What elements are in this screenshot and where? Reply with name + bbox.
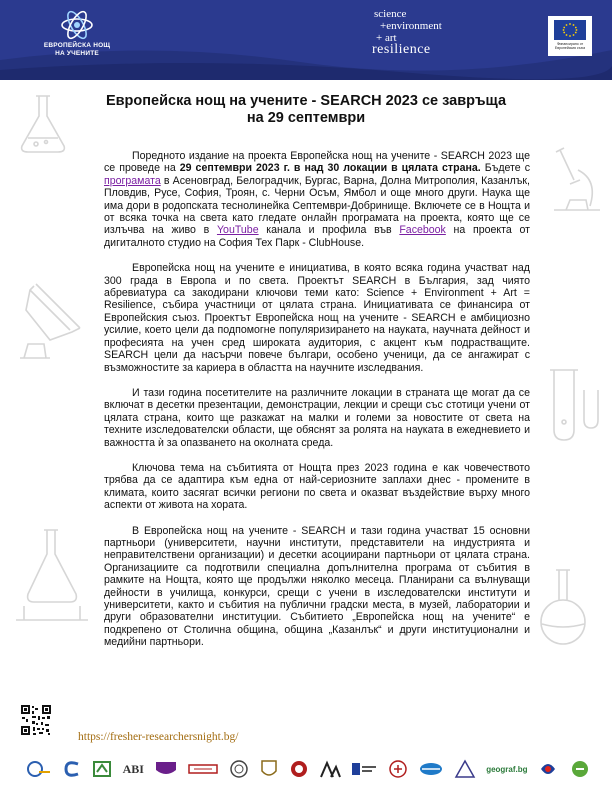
p1-text-3: в Асеновград, Белоградчик, Бургас, Варна, Долна Митрополия, Казанлък, Пловдив, Русе, София, Троян, с. Черни Осъм, Ямбол и още много други. Наука ще има дори в родопската теснолинейка Септември-Добринище. Включете се в Нощта и от всяка точка на света като гледате онлайн програмата на проекта, която ще се излъчва на живо в — [104, 174, 530, 237]
partner-1-icon — [26, 760, 52, 778]
eu-funding-text: Финансирано от Европейския съюз — [554, 42, 586, 50]
microscope-sketch-icon — [540, 140, 610, 220]
partner-7-icon — [229, 759, 249, 779]
paragraph-2: Европейска нощ на учените е инициатива, в която всяка година участват над 300 града в Европа и по света. Проектът SEARCH в България, зад чиято абревиатура са закодирани ключови теми като: Science + Environment + Art = Resilience, събира участници от цялата страна. Инициативата се финансира от Европейския съюз. Проектът Европейска нощ на учените - SEARCH е амбициозно усилие, което цели да подпомогне популяризирането на науката, научната дейност и професията на учен сред широката аудитория, с акцент към подрастващите. SEARCH цели да насърчи повече българи, особено ученици, да се ангажират с възможностите за кариера в областта на научните изследвания. — [104, 262, 530, 374]
partner-logos — [26, 754, 592, 784]
partner-5-icon — [154, 760, 178, 778]
website-url[interactable]: https://fresher-researchersnight.bg/ — [78, 731, 239, 743]
article-body — [104, 150, 530, 662]
atom-icon — [59, 8, 95, 42]
logo-line1: ЕВРОПЕЙСКА НОЩ — [43, 42, 111, 49]
p1-text-1: Поредното издание на проекта Европейска нощ на учените - SEARCH 2023 ще се проведе на — [104, 150, 530, 175]
slogan-resilience: resilience — [372, 42, 431, 57]
partner-11-icon — [351, 760, 377, 778]
paragraph-3: И тази година посетителите на различните локации в страната ще могат да се включат в десетки презентации, демонстрации, лекции и срещи със стотици учени от цялата страна, които ще разкажат на малки и големи за новостите от света на техните изследователски области, ще обяснят за ролята на науката в ежедневието и важността ѝ за опазването на околната среда. — [104, 386, 530, 449]
page-title — [80, 93, 532, 127]
paragraph-4: Ключова тема на събитията от Нощта през 2023 година е как човечеството трябва да се адаптира към една от най-сериозните заплахи днес - промените в климата, които засягат всички региони по света и оказват въздействие върху много аспекти от живота на хората. — [104, 461, 530, 512]
partner-13-icon — [418, 760, 444, 778]
partner-logo-3 — [92, 758, 112, 780]
qr-code[interactable] — [20, 704, 52, 736]
slogan-environment: +environment — [380, 20, 442, 32]
partner-abi-text: ABI — [122, 761, 144, 776]
p1-bold: 29 септември 2023 г. в над 30 локации в цялата страна. — [179, 162, 481, 175]
partner-logo-1 — [26, 758, 52, 780]
eu-flag-icon — [554, 20, 586, 40]
program-link[interactable]: програмата — [104, 174, 161, 187]
eu-stars-icon — [554, 20, 586, 40]
slogan-science: science — [374, 8, 407, 20]
title-line2: на 29 септември — [246, 110, 366, 126]
partner-logo-5 — [154, 758, 178, 780]
paragraph-1 — [104, 150, 530, 249]
partner-logo-9 — [289, 758, 309, 780]
partner-17-icon — [568, 759, 592, 779]
p1-text-2: Бъдете с — [480, 162, 530, 175]
partner-3-icon — [92, 760, 112, 778]
partner-9-icon — [289, 759, 309, 779]
partner-logo-2 — [62, 758, 82, 780]
p1-text-4: канала и профила във — [258, 224, 400, 237]
partner-2-icon — [62, 760, 82, 778]
beaker-sketch-icon — [10, 270, 100, 370]
paragraph-5: В Европейска нощ на учените - SEARCH и тази година участват 15 основни партньори (университети, научни институти, представители на индустрията и неправителствени организации) и десетки асоциирани партньори от цялата страна. Организациите са подготвили специална допълнителна програма от събития в рамките на Нощта, която ще продължи няколко месеца. Планирани са вълнуващи дейности в училища, конкурси, срещи с учени в изследователски институти и университети, както и събития на публични градски места, в музей, лаборатории и други образователни институции. Събитието „Европейска нощ на учените“ е подкрепено от Столична община, община „Казанлък“ и други институционални и медийни партньори. — [104, 524, 530, 649]
partner-8-icon — [260, 759, 278, 779]
eu-funding-logo — [548, 16, 592, 56]
partner-logo-abi — [123, 758, 144, 780]
header-banner — [0, 0, 612, 80]
youtube-link[interactable]: YouTube — [216, 224, 259, 237]
partner-logo-8 — [259, 758, 279, 780]
title-line1: Европейска нощ на учените - SEARCH 2023 се завръща — [105, 93, 507, 109]
partner-logo-10 — [319, 758, 341, 780]
partner-logo-6 — [188, 758, 218, 780]
partner-logo-geograf — [486, 758, 527, 780]
partner-12-icon — [388, 759, 408, 779]
partner-logo-13 — [418, 758, 444, 780]
facebook-link[interactable]: Facebook — [399, 224, 446, 237]
researchers-night-logo[interactable] — [22, 8, 132, 72]
partner-logo-11 — [351, 758, 377, 780]
partner-logo-14 — [454, 758, 476, 780]
slogan-art: + art — [376, 32, 397, 44]
partner-logo-7 — [229, 758, 249, 780]
partner-10-icon — [319, 759, 341, 779]
p1-text-5: на проекта от дигиталното студио на София Тех Парк - ClubHouse. — [104, 224, 530, 249]
partner-14-icon — [454, 759, 476, 779]
partner-6-icon — [188, 761, 218, 777]
flask-stand-sketch-icon — [4, 520, 100, 630]
partner-logo-17 — [568, 758, 592, 780]
partner-logo-16 — [538, 758, 558, 780]
search-slogan — [366, 8, 466, 72]
partner-geograf-text: geograf.bg — [486, 764, 528, 774]
partner-logo-12 — [388, 758, 408, 780]
test-tube-sketch-icon — [534, 360, 608, 450]
round-flask-sketch-icon — [520, 560, 606, 670]
logo-line2: НА УЧЕНИТЕ — [55, 50, 99, 57]
partner-16-icon — [538, 759, 558, 779]
